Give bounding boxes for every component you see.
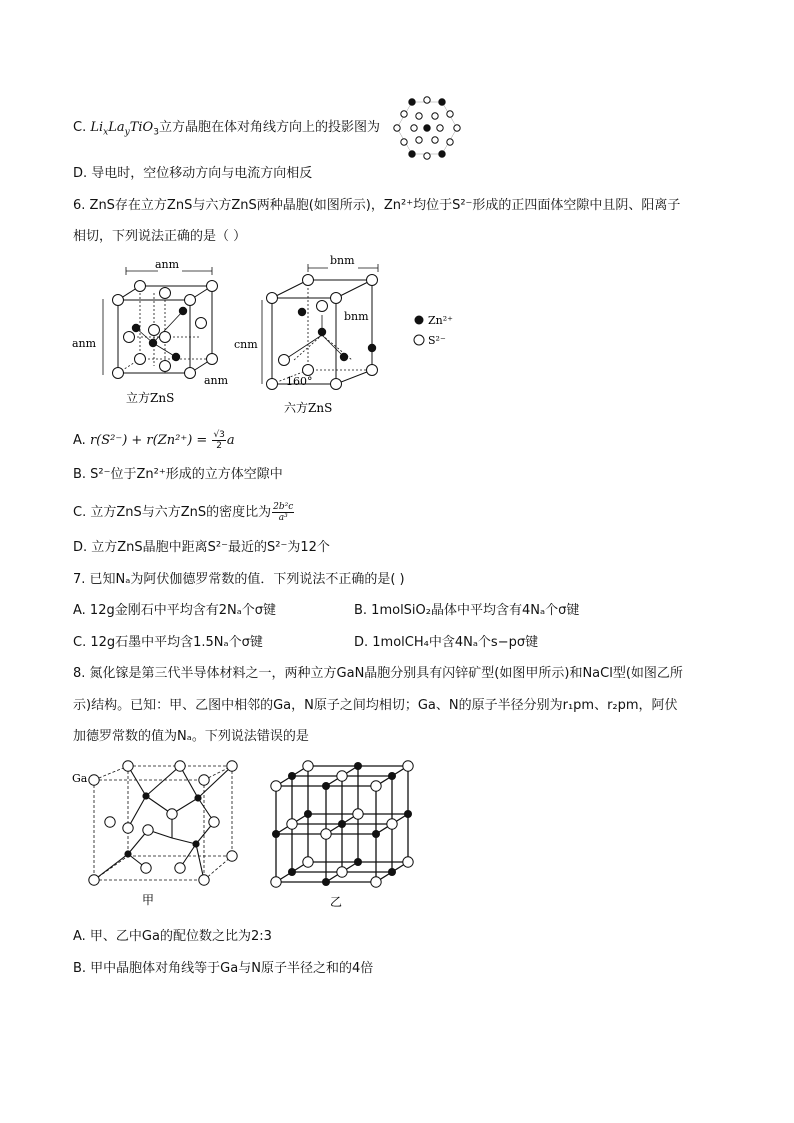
- formula-li: Li: [90, 120, 104, 135]
- option-label: C.: [73, 120, 91, 135]
- fraction: [212, 430, 225, 451]
- q6-option-c[interactable]: [73, 502, 294, 523]
- q7-stem: 7. 已知Nₐ为阿伏伽德罗常数的值．下列说法不正确的是( ): [73, 572, 405, 587]
- cubic-bottom-label: anm: [204, 374, 229, 387]
- formula-sub: 3: [153, 127, 159, 138]
- fraction-numerator: √3: [213, 430, 225, 440]
- hex-left-label: cnm: [234, 338, 258, 351]
- projection-figure: [392, 96, 462, 160]
- hex-top-label: bnm: [330, 254, 355, 267]
- q8-option-a[interactable]: A. 甲、乙中Ga的配位数之比为2:3: [73, 929, 272, 944]
- option-text: r(S²⁻) + r(Zn²⁺) =: [89, 433, 212, 448]
- formula-la: La: [108, 120, 125, 135]
- formula-sub: y: [124, 127, 130, 138]
- q6-option-b[interactable]: B. S²⁻位于Zn²⁺形成的立方体空隙中: [73, 467, 283, 482]
- q8-stem-line2: 示)结构。已知：甲、乙图中相邻的Ga，N原子之间均相切；Ga、N的原子半径分别为r₁pm、r₂pm，阿伏: [73, 698, 678, 713]
- q5-option-d[interactable]: D. 导电时，空位移动方向与电流方向相反: [73, 166, 313, 181]
- nacl-type-figure: [268, 758, 428, 910]
- cubic-left-label: anm: [72, 337, 97, 350]
- zinc-blende-figure: [70, 758, 250, 910]
- ga-label: Ga: [72, 772, 88, 785]
- cubic-caption: 立方ZnS: [126, 391, 175, 405]
- cubic-top-label: anm: [155, 258, 180, 271]
- option-text: 立方晶胞在体对角线方向上的投影图为: [158, 120, 380, 135]
- jia-caption: 甲: [142, 893, 155, 907]
- hex-right-label: bnm: [344, 310, 369, 323]
- formula-sub: x: [103, 127, 109, 138]
- cubic-zns-figure: [70, 255, 245, 410]
- q6-option-d[interactable]: D. 立方ZnS晶胞中距离S²⁻最近的S²⁻为12个: [73, 540, 330, 555]
- fraction: [272, 502, 294, 523]
- fraction-denominator: 2: [216, 441, 223, 451]
- formula-tio: TiO: [129, 120, 154, 135]
- q8-option-b[interactable]: B. 甲中晶胞体对角线等于Ga与N原子半径之和的4倍: [73, 961, 374, 976]
- q6-stem-line2: 相切，下列说法正确的是（ ）: [73, 229, 247, 244]
- ion-legend: [410, 310, 470, 350]
- legend-zn-label: Zn²⁺: [428, 314, 453, 327]
- q7-option-c[interactable]: C. 12g石墨中平均含1.5Nₐ个σ键: [73, 635, 263, 650]
- option-label: A.: [73, 433, 90, 448]
- yi-caption: 乙: [330, 895, 343, 909]
- option-tail: a: [226, 433, 235, 448]
- legend-s-label: S²⁻: [428, 334, 446, 347]
- fraction-denominator: a³: [278, 513, 288, 523]
- hex-angle-label: 160°: [286, 375, 313, 388]
- hex-caption: 六方ZnS: [284, 401, 333, 415]
- option-text: C. 立方ZnS与六方ZnS的密度比为: [73, 505, 272, 520]
- q5-option-c[interactable]: [73, 119, 380, 142]
- q6-option-a[interactable]: [73, 430, 235, 451]
- q6-stem-line1: 6. ZnS存在立方ZnS与六方ZnS两种晶胞(如图所示)，Zn²⁺均位于S²⁻形成的正四面体空隙中且阴、阳离子: [73, 198, 681, 213]
- q8-stem-line1: 8. 氮化镓是第三代半导体材料之一，两种立方GaN晶胞分别具有闪锌矿型(如图甲所示)和NaCl型(如图乙所: [73, 666, 683, 681]
- hexagonal-zns-figure: [232, 250, 407, 418]
- q8-stem-line3: 加德罗常数的值为Nₐ。下列说法错误的是: [73, 729, 309, 744]
- q7-option-d[interactable]: D. 1molCH₄中含4Nₐ个s−pσ键: [354, 635, 539, 650]
- q7-option-a[interactable]: A. 12g金刚石中平均含有2Nₐ个σ键: [73, 603, 277, 618]
- q7-option-b[interactable]: B. 1molSiO₂晶体中平均含有4Nₐ个σ键: [354, 603, 580, 618]
- fraction-numerator: 2b²c: [273, 502, 294, 512]
